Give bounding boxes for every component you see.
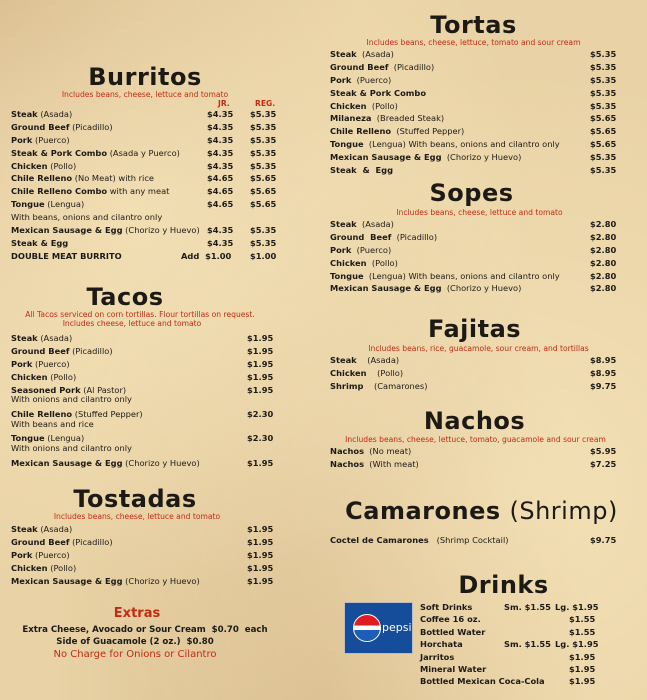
menu-item: Nachos (With meat) $7.25 (330, 458, 617, 469)
drinks-section (322, 571, 647, 687)
drinks-list (420, 601, 647, 688)
camarones-title-main: Camarones (345, 497, 501, 525)
menu-item: Steak (Asada) $2.80 (330, 219, 617, 229)
menu-item-note: With onions and cilantro only (11, 443, 132, 454)
burritos-subtitle: Includes beans, cheese, lettuce and tomato (61, 90, 229, 99)
extras-line-2: Side of Guacamole (2 oz.) $0.80 (56, 637, 214, 647)
nachos-subtitle: Includes beans, cheese, lettuce, tomato, guacamole and sour cream (345, 435, 606, 444)
menu-item-note: With beans, onions and cilantro only (11, 212, 163, 223)
menu-item: Chile Relleno Combo with any meat $4.65 $5.65 (11, 186, 277, 197)
extras-line-1: Extra Cheese, Avocado or Sour Cream $0.70 each (22, 625, 268, 635)
fajitas-title: Fajitas (427, 315, 522, 343)
drink-item: Mineral Water $1.95 (420, 663, 596, 674)
sopes-title: Sopes (429, 179, 514, 207)
menu-item: Pork (Puerco) $1.95 (11, 549, 274, 560)
menu-item: Tongue (Lengua) $2.30 (11, 433, 274, 444)
menu-item: Ground Beef (Picadillo) $4.35 $5.35 (11, 121, 277, 132)
pepsi-globe-icon (353, 614, 381, 642)
tostadas-title: Tostadas (73, 485, 197, 513)
menu-item: Chile Relleno (No Meat) with rice $4.65 $5.65 (11, 173, 277, 184)
nachos-section (322, 408, 647, 471)
menu-item: Mexican Sausage & Egg (Chorizo y Huevo) $5.35 (330, 152, 617, 163)
menu-item-note: With onions and cilantro only (11, 394, 132, 405)
menu-item: Steak & Egg $5.35 (330, 165, 617, 176)
extras-note: No Charge for Onions or Cilantro (53, 649, 217, 660)
menu-item: Chicken (Pollo) $8.95 (330, 367, 617, 378)
fajitas-section (322, 316, 647, 393)
tacos-subtitle-1: All Tacos serviced on corn tortillas. Flour tortillas on request. (25, 310, 255, 319)
camarones-list (322, 534, 647, 547)
drink-item: Jarritos $1.95 (420, 651, 596, 662)
menu-item: Ground Beef (Picadillo) $5.35 (330, 61, 617, 72)
extras-section (0, 606, 290, 662)
menu-item: DOUBLE MEAT BURRITO Add $1.00 $1.00 (11, 250, 277, 261)
menu-item: Pork (Puerco) $4.35 $5.35 (11, 134, 277, 145)
nachos-list (322, 445, 647, 471)
menu-item: Shrimp (Camarones) $9.75 (330, 380, 617, 391)
fajitas-subtitle: Includes beans, rice, guacamole, sour cream, and tortillas (368, 344, 589, 353)
menu-item: Steak & Egg $4.35 $5.35 (11, 237, 277, 248)
tortas-list (322, 48, 647, 177)
menu-item: Milaneza (Breaded Steak) $5.65 (330, 113, 617, 124)
menu-item: Pork (Puerco) $2.80 (330, 244, 617, 255)
nachos-title: Nachos (423, 407, 526, 435)
tortas-subtitle: Includes beans, cheese, lettuce, tomato and sour cream (366, 38, 581, 47)
menu-item: Nachos (No meat) $5.95 (330, 446, 617, 456)
tacos-list (0, 332, 290, 470)
fajitas-list (322, 354, 647, 393)
tortas-title: Tortas (430, 11, 517, 39)
drink-item: Horchata Sm. $1.55 Lg. $1.95 (420, 639, 599, 650)
tostadas-section (0, 486, 290, 587)
camarones-title (316, 498, 647, 524)
sopes-subtitle: Includes beans, cheese, lettuce and tomato (396, 208, 563, 217)
drink-item: Soft Drinks Sm. $1.55 Lg. $1.95 (420, 602, 599, 612)
drinks-title: Drinks (458, 571, 549, 599)
menu-item: Pork (Puerco) $5.35 (330, 74, 617, 85)
menu-item: Chicken (Pollo) $2.80 (330, 257, 617, 268)
column-header-reg: REG. (255, 99, 276, 108)
burritos-section (0, 64, 290, 263)
menu-item: Steak (Asada) $1.95 (11, 333, 274, 343)
pepsi-logo-text: pepsi (382, 621, 412, 634)
menu-item: Ground Beef (Picadillo) $2.80 (330, 231, 617, 242)
burritos-column-headers (0, 99, 290, 108)
burritos-list (0, 108, 290, 263)
menu-item-note: With beans and rice (11, 418, 94, 429)
menu-item: Steak & Pork Combo (Asada y Puerco) $4.35 $5.35 (11, 147, 277, 158)
menu-item: Pork (Puerco) $1.95 (11, 358, 274, 369)
menu-item: Ground Beef (Picadillo) $1.95 (11, 536, 274, 547)
menu-item: Chicken (Pollo) $1.95 (11, 371, 274, 382)
drink-item: Coffee 16 oz. $1.55 (420, 614, 596, 625)
menu-item: Mexican Sausage & Egg (Chorizo y Huevo) $2.80 (330, 283, 617, 294)
menu-item: Chile Relleno (Stuffed Pepper) $2.30 (11, 408, 274, 419)
menu-item: Mexican Sausage & Egg (Chorizo y Huevo) $1.95 (11, 575, 274, 586)
menu-item: Tongue (Lengua) With beans, onions and cilantro only $5.65 (330, 139, 617, 150)
menu-item: Chicken (Pollo) $1.95 (11, 562, 274, 573)
menu-item: Steak (Asada) $4.35 $5.35 (11, 109, 277, 119)
tacos-subtitle-2: Includes cheese, lettuce and tomato (62, 319, 202, 328)
menu-item: Tongue (Lengua) With beans, onions and cilantro only $2.80 (330, 270, 617, 281)
tacos-section (0, 284, 290, 470)
tortas-section (322, 12, 647, 177)
drink-item: Bottled Mexican Coca-Cola $1.95 (420, 676, 596, 687)
menu-item: Chicken (Pollo) $5.35 (330, 100, 617, 111)
menu-item: Seasoned Pork (Al Pastor) $1.95 (11, 384, 274, 395)
menu-item: Steak (Asada) $1.95 (11, 524, 274, 534)
menu-item: Steak (Asada) $8.95 (330, 355, 617, 365)
menu-item: Chicken (Pollo) $4.35 $5.35 (11, 160, 277, 171)
drink-item: Bottled Water $1.55 (420, 626, 596, 637)
sopes-list (322, 218, 647, 295)
menu-item: Steak (Asada) $5.35 (330, 49, 617, 59)
extras-title: Extras (113, 606, 161, 621)
burritos-title: Burritos (88, 63, 202, 91)
column-header-jr: JR. (218, 99, 230, 108)
menu-item: Mexican Sausage & Egg (Chorizo y Huevo) $4.35 $5.35 (11, 225, 277, 236)
sopes-section (322, 180, 647, 295)
camarones-section (322, 498, 647, 547)
menu-item: Tongue (Lengua) $4.65 $5.65 (11, 199, 277, 210)
menu-item: Steak & Pork Combo $5.35 (330, 87, 617, 98)
pepsi-logo (344, 602, 413, 654)
menu-item: Coctel de Camarones (Shrimp Cocktail) $9.75 (330, 535, 617, 545)
menu-item: Ground Beef (Picadillo) $1.95 (11, 345, 274, 356)
menu-item: Mexican Sausage & Egg (Chorizo y Huevo) $1.95 (11, 457, 274, 468)
menu-item: Chile Relleno (Stuffed Pepper) $5.65 (330, 126, 617, 137)
tostadas-list (0, 523, 290, 587)
camarones-title-suffix: (Shrimp) (509, 497, 618, 525)
tostadas-subtitle: Includes beans, cheese, lettuce and tomato (53, 512, 221, 521)
tacos-title: Tacos (86, 283, 164, 311)
